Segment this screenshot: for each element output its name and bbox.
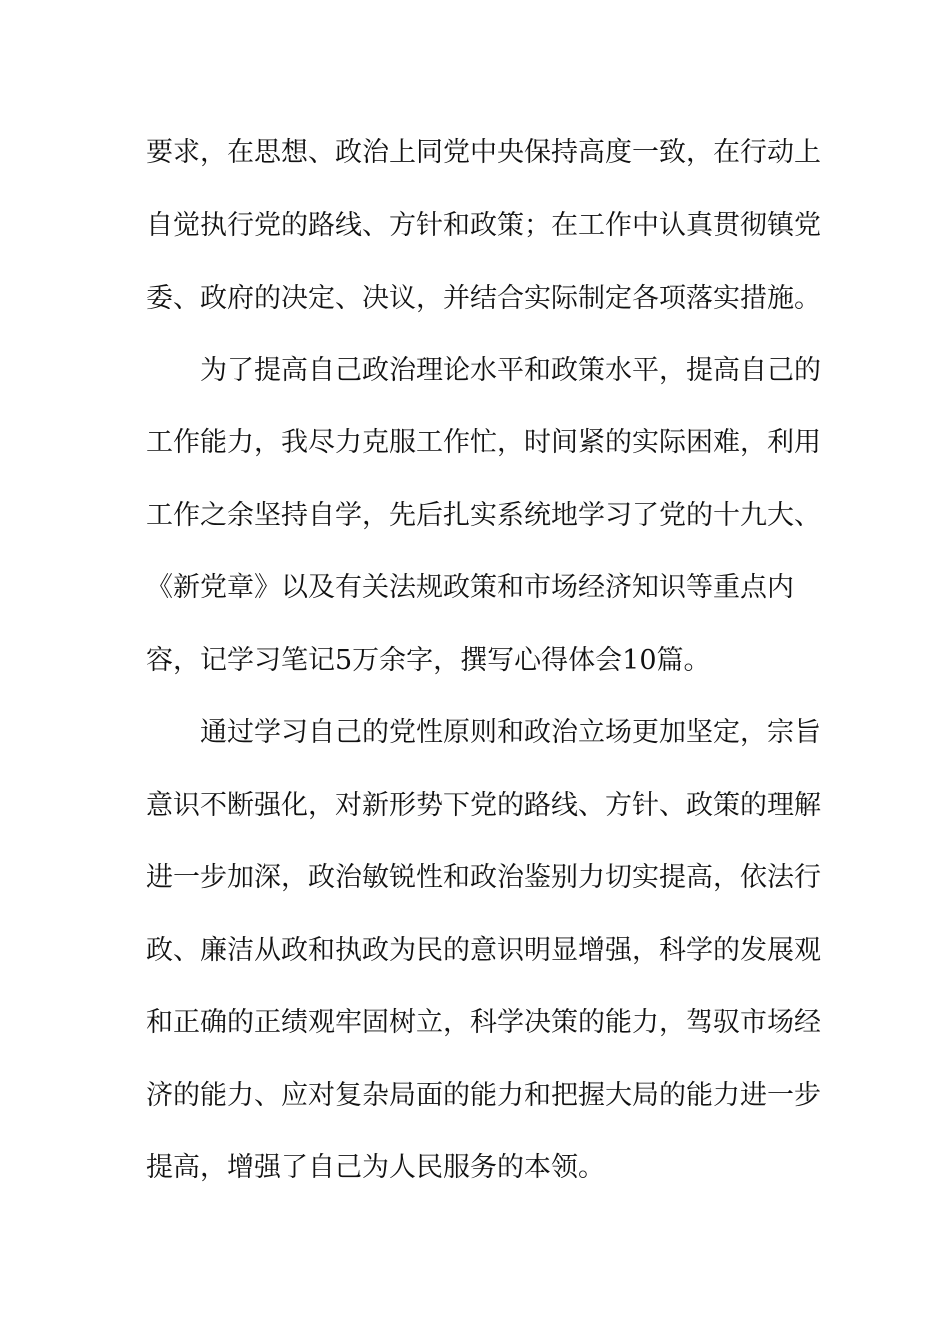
text-line: 容，记学习笔记5万余字，撰写心得体会10篇。: [146, 645, 711, 676]
text-line: 委、政府的决定、决议，并结合实际制定各项落实措施。: [146, 283, 821, 314]
text-line: 和正确的正绩观牢固树立，科学决策的能力，驾驭市场经: [146, 1007, 821, 1038]
text-line: 工作之余坚持自学，先后扎实系统地学习了党的十九大、: [146, 500, 821, 531]
text-line: 政、廉洁从政和执政为民的意识明显增强，科学的发展观: [146, 935, 821, 966]
text-line: 进一步加深，政治敏锐性和政治鉴别力切实提高，依法行: [146, 862, 821, 893]
text-line: 提高，增强了自己为人民服务的本领。: [146, 1152, 605, 1183]
text-line: 工作能力，我尽力克服工作忙，时间紧的实际困难，利用: [146, 427, 821, 458]
paragraph-first-line: 通过学习自己的党性原则和政治立场更加坚定，宗旨: [200, 717, 821, 748]
text-line: 意识不断强化，对新形势下党的路线、方针、政策的理解: [146, 790, 821, 821]
paragraph-first-line: 为了提高自己政治理论水平和政策水平，提高自己的: [200, 355, 821, 386]
text-line: 要求，在思想、政治上同党中央保持高度一致，在行动上: [146, 137, 821, 168]
text-line: 济的能力、应对复杂局面的能力和把握大局的能力进一步: [146, 1080, 821, 1111]
text-line: 自觉执行党的路线、方针和政策；在工作中认真贯彻镇党: [146, 210, 821, 241]
text-line: 《新党章》以及有关法规政策和市场经济知识等重点内: [146, 572, 794, 603]
